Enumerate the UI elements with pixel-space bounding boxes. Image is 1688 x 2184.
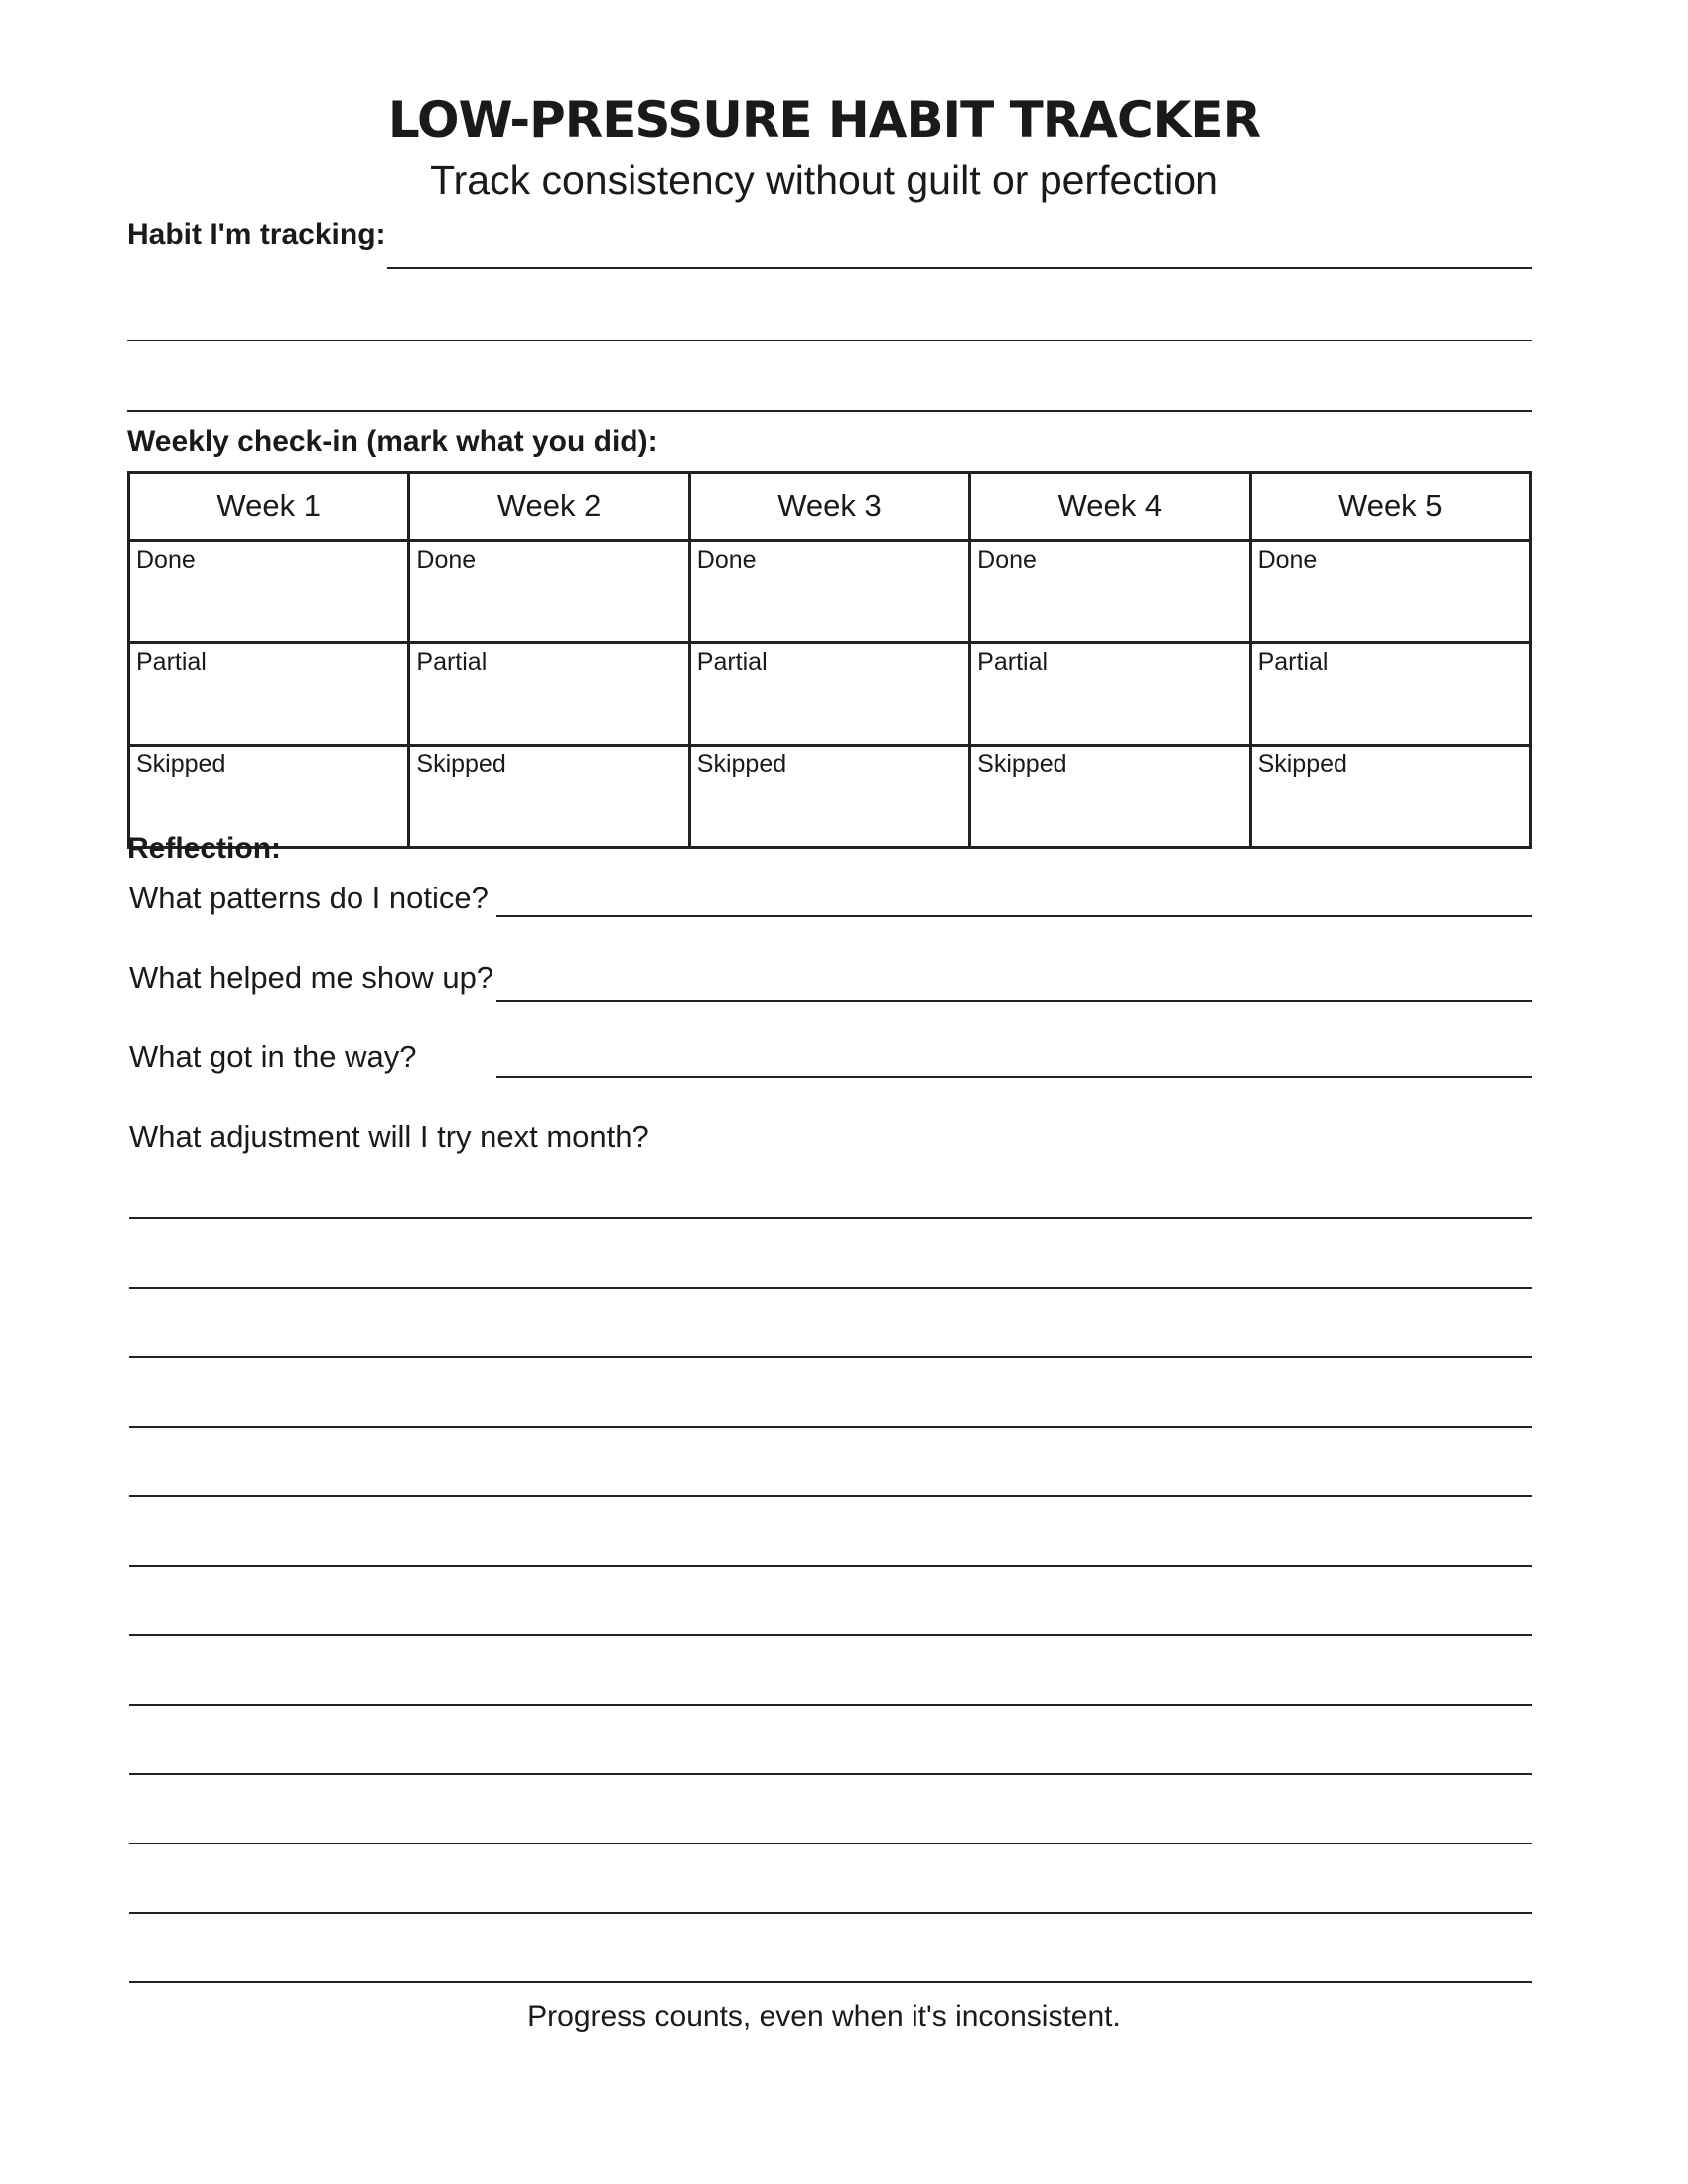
habit-label: Habit I'm tracking: <box>127 218 386 251</box>
habit-line-1[interactable] <box>387 267 1532 269</box>
reflection-label: Reflection: <box>127 832 282 865</box>
question-obstacles: What got in the way? <box>129 1039 417 1074</box>
writing-line[interactable] <box>129 1981 1532 1983</box>
checkin-cell-partial[interactable]: Partial <box>689 643 969 746</box>
checkin-cell-done[interactable]: Done <box>409 541 689 643</box>
page-subtitle: Track consistency without guilt or perfection <box>430 157 1218 203</box>
checkin-row-partial <box>129 643 1531 746</box>
writing-line[interactable] <box>129 1634 1532 1636</box>
week-header: Week 3 <box>689 473 969 541</box>
week-header: Week 4 <box>970 473 1250 541</box>
checkin-cell-skipped[interactable]: Skipped <box>689 746 969 848</box>
answer-line-helped[interactable] <box>496 1000 1532 1002</box>
question-patterns: What patterns do I notice? <box>129 881 489 915</box>
writing-line[interactable] <box>129 1565 1532 1567</box>
writing-line[interactable] <box>129 1495 1532 1497</box>
answer-line-obstacles[interactable] <box>496 1076 1532 1078</box>
checkin-header-row <box>129 473 1531 541</box>
week-header: Week 1 <box>129 473 409 541</box>
answer-line-patterns[interactable] <box>496 915 1532 917</box>
checkin-cell-done[interactable]: Done <box>1250 541 1530 643</box>
checkin-cell-skipped[interactable]: Skipped <box>970 746 1250 848</box>
checkin-cell-skipped[interactable]: Skipped <box>1250 746 1530 848</box>
checkin-row-skipped <box>129 746 1531 848</box>
checkin-table <box>127 471 1532 849</box>
question-adjustment: What adjustment will I try next month? <box>129 1119 649 1154</box>
checkin-label: Weekly check-in (mark what you did): <box>127 425 658 458</box>
habit-line-2[interactable] <box>127 340 1532 341</box>
checkin-cell-done[interactable]: Done <box>129 541 409 643</box>
writing-line[interactable] <box>129 1704 1532 1706</box>
writing-line[interactable] <box>129 1287 1532 1289</box>
writing-line[interactable] <box>129 1426 1532 1428</box>
writing-line[interactable] <box>129 1773 1532 1775</box>
writing-line[interactable] <box>129 1912 1532 1914</box>
checkin-cell-partial[interactable]: Partial <box>970 643 1250 746</box>
checkin-cell-skipped[interactable]: Skipped <box>409 746 689 848</box>
checkin-cell-partial[interactable]: Partial <box>129 643 409 746</box>
checkin-row-done <box>129 541 1531 643</box>
footer-note: Progress counts, even when it's inconsistent. <box>527 2000 1121 2033</box>
question-helped: What helped me show up? <box>129 960 494 995</box>
checkin-cell-partial[interactable]: Partial <box>409 643 689 746</box>
checkin-cell-done[interactable]: Done <box>689 541 969 643</box>
week-header: Week 5 <box>1250 473 1530 541</box>
checkin-cell-skipped[interactable]: Skipped <box>129 746 409 848</box>
checkin-cell-partial[interactable]: Partial <box>1250 643 1530 746</box>
writing-line[interactable] <box>129 1217 1532 1219</box>
checkin-cell-done[interactable]: Done <box>970 541 1250 643</box>
page-title: LOW-PRESSURE HABIT TRACKER <box>387 91 1261 149</box>
week-header: Week 2 <box>409 473 689 541</box>
writing-line[interactable] <box>129 1843 1532 1844</box>
habit-line-3[interactable] <box>127 410 1532 412</box>
writing-line[interactable] <box>129 1356 1532 1358</box>
